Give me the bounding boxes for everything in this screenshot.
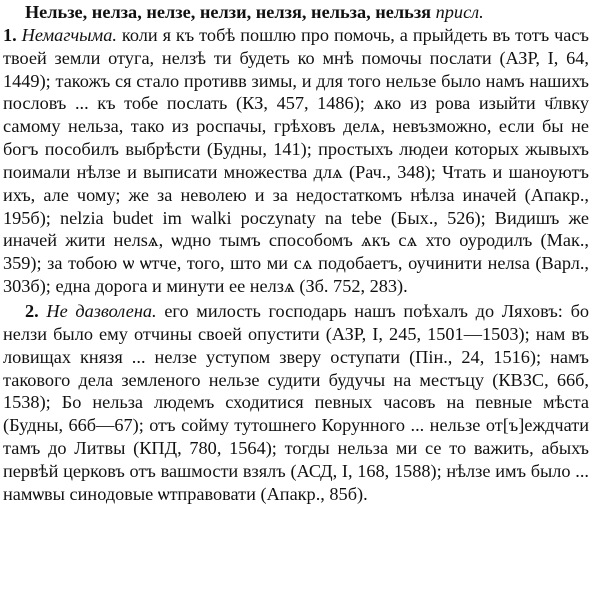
part-of-speech: присл. (435, 2, 484, 22)
sense-definition: Не дазволена. (46, 300, 157, 321)
sense-1-paragraph (3, 1, 589, 298)
sense-number: 2. (24, 300, 39, 321)
sense-2-paragraph (3, 300, 589, 506)
dictionary-entry (3, 1, 589, 506)
sense-number: 1. (3, 24, 17, 45)
headword: Нельзе, нелза, нелзе, нелзи, нелзя, нельза, нельзя (24, 2, 432, 22)
sense-citations: его милость господарь нашъ поѣхалъ до Ляховъ: бо нелзи было ему отчины своей опустити (АЗР, I, 245, 1501—1503); нам въ ловищах князя ... нелзе уступом зверу оступати (Пін., 24, 1516); намъ такового дела земленого нельзе судити будучы на местъцу (КВЗС, 66б, 1538); Бо нельза людемъ сходитися певных часовъ на певные мѣста (Будны, 66б—67); отъ сойму тутошнего Корунного ... нельзе от[ъ]еждчати тамъ до Литвы (КПД, 780, 1564); тогды нельза ми се то важить, абыхъ первѣй церковъ отъ вашмости взялъ (АСД, I, 168, 1588); нѣлзе имъ было ... намѡвы синодовые ѡтправовати (Апакр., 85б). (3, 300, 590, 504)
sense-citations: коли я къ тобѣ пошлю про помочь, а прыйдеть въ тотъ часъ твоей земли отуга, нелзѣ ти будеть ко мнѣ помочы послати (АЗР, I, 64, 1449); такожъ ся стало противв зимы, и для того нельзе было намъ нашихъ пословъ ... къ тобе послать (КЗ, 457, 1486); ѧко из рова изыйти ч҃лвку самому нельза, тако из роспачы, грѣховъ делѧ, невъзможно, если бы не богъ пособилъ выбрѣсти (Будны, 141); простыхъ людеи которых жывыхъ поимали нѣлзе и выписати множества длѧ (Рач., 348); Чтать и шаноуютъ ихъ, але чому; же за неволею и за недостаткомъ нѣлза иначей (Апакр., 195б); nelzia budet im walki poczynaty na tebe (Бых., 526); Видишъ же иначей жити нелѕѧ, ѡдно тымъ способомъ ѧкъ сѧ хто оуродилъ (Мак., 359); за тобою ѡ ѡтче, того, што ми сѧ подобаетъ, оучинити нелѕа (Варл., 303б); една дорога и минути ее нелзѧ (Зб. 752, 283). (3, 24, 589, 297)
sense-definition: Немагчыма. (21, 24, 117, 45)
